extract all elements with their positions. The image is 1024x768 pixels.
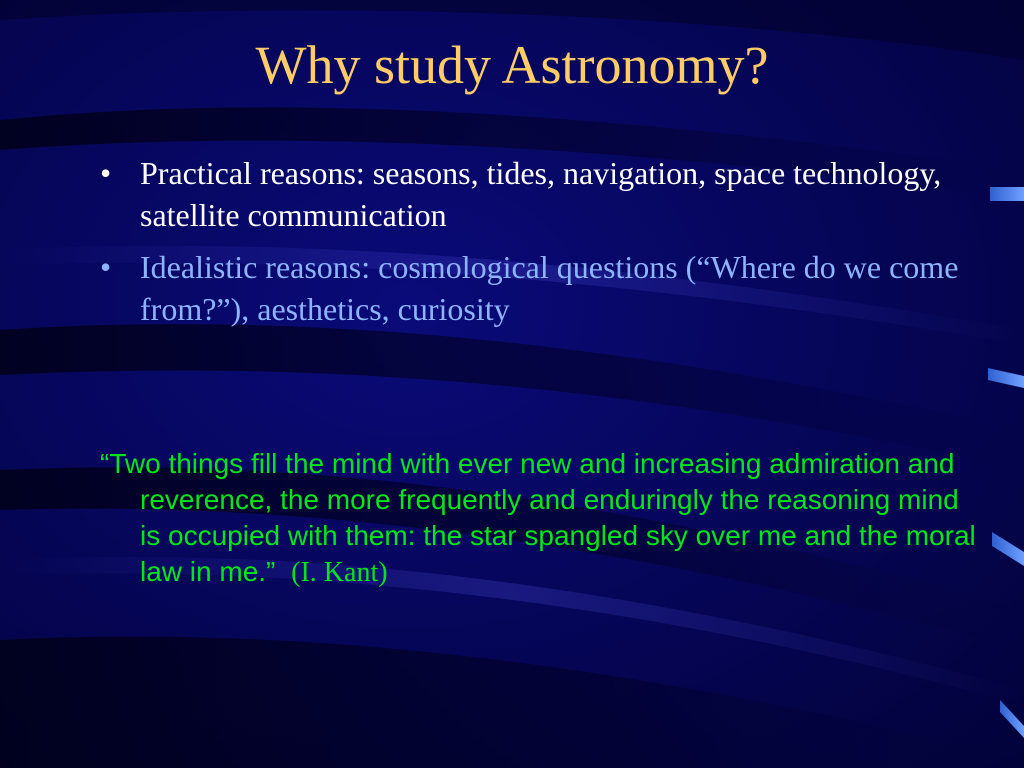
bullet-practical-reasons <box>100 152 980 236</box>
bullet-list <box>100 152 980 340</box>
quote-attribution: (I. Kant) <box>291 557 388 588</box>
quote-text: “Two things fill the mind with ever new and increasing admiration and reverence, the more frequently and enduringly the reasoning mind is occupied with them: the star spangled sky over me and the moral law in me.” <box>100 448 976 587</box>
bullet-idealistic-reasons <box>100 246 980 330</box>
bullet-marker: • <box>100 155 112 191</box>
slide-title: Why study Astronomy? <box>255 35 769 95</box>
bullet-marker: • <box>100 249 112 285</box>
bullet-text: Practical reasons: seasons, tides, navigation, space technology, satellite communication <box>140 155 942 233</box>
kant-quote <box>100 446 980 591</box>
bullet-text: Idealistic reasons: cosmological questions (“Where do we come from?”), aesthetics, curiosity <box>140 249 959 327</box>
